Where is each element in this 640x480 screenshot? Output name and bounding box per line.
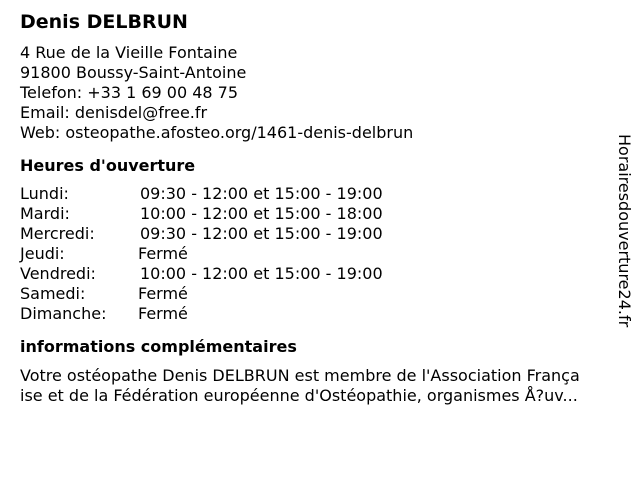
hours-row xyxy=(20,224,610,244)
hours-row xyxy=(20,204,610,224)
phone-line: Telefon: +33 1 69 00 48 75 xyxy=(20,83,239,102)
hours-day: Jeudi: xyxy=(20,244,65,263)
hours-time: Fermé xyxy=(138,244,188,263)
info-text-line-1: Votre ostéopathe Denis DELBRUN est membre de l'Association França xyxy=(20,366,580,385)
hours-time: Fermé xyxy=(138,284,188,303)
hours-row xyxy=(20,264,610,284)
hours-row xyxy=(20,244,610,264)
hours-time: 09:30 - 12:00 et 15:00 - 19:00 xyxy=(140,184,383,203)
email-line: Email: denisdel@free.fr xyxy=(20,103,208,122)
info-heading: informations complémentaires xyxy=(20,337,297,356)
hours-time: Fermé xyxy=(138,304,188,323)
address-line-2: 91800 Boussy-Saint-Antoine xyxy=(20,63,247,82)
hours-row xyxy=(20,284,610,304)
web-line: Web: osteopathe.afosteo.org/1461-denis-delbrun xyxy=(20,123,414,142)
hours-day: Lundi: xyxy=(20,184,69,203)
hours-day: Samedi: xyxy=(20,284,86,303)
hours-row xyxy=(20,184,610,204)
hours-row xyxy=(20,304,610,324)
address-line-1: 4 Rue de la Vieille Fontaine xyxy=(20,43,238,62)
business-card xyxy=(20,10,610,406)
site-watermark: Horairesdouverture24.fr xyxy=(615,134,634,328)
hours-time: 10:00 - 12:00 et 15:00 - 19:00 xyxy=(140,264,383,283)
info-text-line-2: ise et de la Fédération européenne d'Ostéopathie, organismes Å?uv... xyxy=(20,386,578,405)
hours-time: 09:30 - 12:00 et 15:00 - 19:00 xyxy=(140,224,383,243)
hours-heading: Heures d'ouverture xyxy=(20,156,196,175)
hours-day: Dimanche: xyxy=(20,304,107,323)
hours-day: Vendredi: xyxy=(20,264,96,283)
hours-time: 10:00 - 12:00 et 15:00 - 18:00 xyxy=(140,204,383,223)
business-name: Denis DELBRUN xyxy=(20,11,188,33)
hours-day: Mercredi: xyxy=(20,224,95,243)
hours-table xyxy=(20,184,610,324)
info-text xyxy=(20,366,628,406)
hours-day: Mardi: xyxy=(20,204,70,223)
